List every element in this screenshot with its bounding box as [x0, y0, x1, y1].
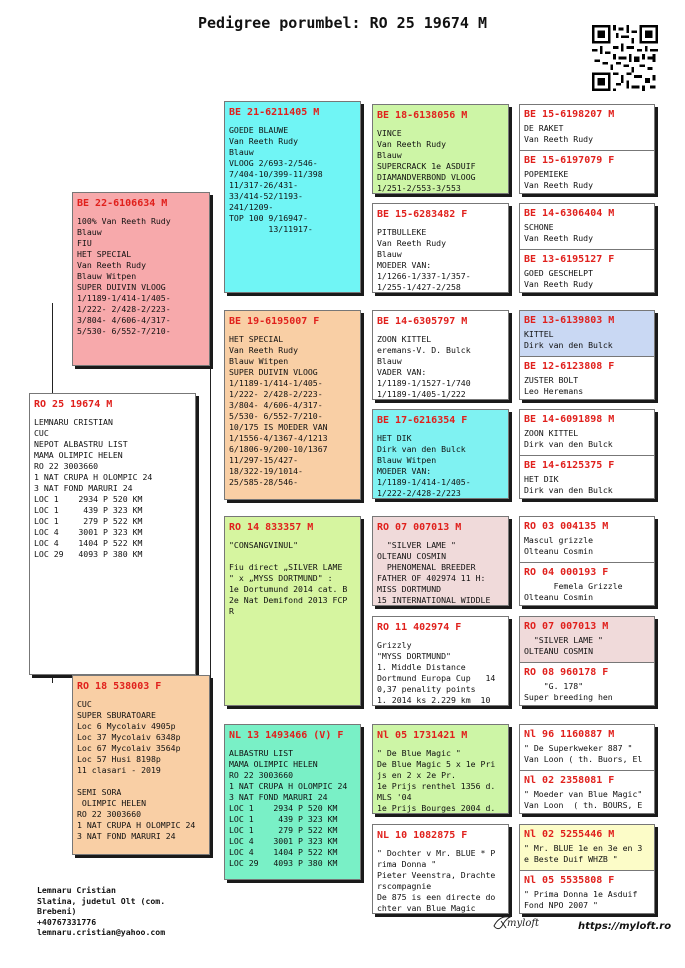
- sdd-card[interactable]: [372, 409, 509, 499]
- dam-ring: RO 18 538003 F: [77, 681, 162, 692]
- sire-dam-card[interactable]: [224, 310, 361, 500]
- gen4-details: GOED GESCHELPT Van Reeth Rudy: [524, 268, 594, 289]
- website-link[interactable]: https://myloft.ro: [578, 921, 672, 932]
- gen4-ring: Nl 05 5535808 F: [524, 875, 615, 886]
- gen4-ring: RO 03 004135 M: [524, 521, 609, 532]
- gen4-card[interactable]: [520, 250, 654, 293]
- gen4-card[interactable]: [520, 204, 654, 249]
- gen4-pair-8: [519, 824, 655, 914]
- dsd-card[interactable]: [372, 616, 509, 706]
- gen4-ring: BE 12-6123808 F: [524, 361, 615, 372]
- myloft-logo: myloft: [507, 918, 540, 929]
- gen4-ring: BE 13-6139803 M: [524, 315, 615, 326]
- gen4-ring: Nl 02 5255446 M: [524, 829, 615, 840]
- gen4-details: ZUSTER BOLT Leo Heremans: [524, 375, 584, 396]
- sire-sire-card[interactable]: [224, 101, 361, 293]
- dam-dam-details: ALBASTRU LIST MAMA OLIMPIC HELEN RO 22 3003660 1 NAT CRUPA H OLOMPIC 24 3 NAT FOND MARURI 24 LOC 1 2934 P 520 KM LOC 1 439 P 323 KM LOC 1 279 P 522 KM LOC 4 3001 P 323 KM LOC 4 1404 P 522 KM LOC 29 4093 P 380 KM: [229, 748, 348, 868]
- dam-dam-ring: NL 13 1493466 (V) F: [229, 730, 344, 741]
- gen4-pair-3: [519, 310, 655, 400]
- gen4-card[interactable]: [520, 771, 654, 814]
- dam-details: CUC SUPER SBURATOARE Loc 6 Mycolaiv 4905p Loc 37 Mycolaiv 6348p Loc 67 Mycolaiv 3564p Loc 57 Husi 8198p 11 clasari - 2019 SEMI SORA OLIMPIC HELEN RO 22 3003660 1 NAT CRUPA H OLOMPIC 24 3 NAT FOND MARURI 24: [77, 699, 196, 841]
- gen4-pair-1: [519, 104, 655, 194]
- gen4-card[interactable]: [520, 871, 654, 914]
- sire-ring: BE 22-6106634 M: [77, 198, 168, 209]
- gen4-details: DE RAKET Van Reeth Rudy: [524, 123, 594, 144]
- gen4-card[interactable]: [520, 311, 654, 356]
- sds-ring: BE 14-6305797 M: [377, 316, 468, 327]
- dam-sire-card[interactable]: [224, 516, 361, 706]
- sire-dam-ring: BE 19-6195007 F: [229, 316, 320, 327]
- gen4-details: Femela Grizzle Olteanu Cosmin: [524, 581, 623, 602]
- dds-ring: Nl 05 1731421 M: [377, 730, 468, 741]
- gen4-pair-2: [519, 203, 655, 293]
- gen4-details: " Prima Donna 1e Asduif Fond NPO 2007 ": [524, 889, 638, 910]
- gen4-ring: Nl 02 2358081 F: [524, 775, 615, 786]
- owner-contact: Lemnaru Cristian Slatina, judetul Olt (com. Brebeni) +40767331776 lemnaru.cristian@yahoo.com: [37, 885, 166, 937]
- ddd-ring: NL 10 1082875 F: [377, 830, 468, 841]
- gen4-ring: BE 15-6198207 M: [524, 109, 615, 120]
- gen4-details: " Moeder van Blue Magic" Van Loon ( th. BOURS, E: [524, 789, 643, 810]
- subject-ring: RO 25 19674 M: [34, 399, 113, 410]
- gen4-card[interactable]: [520, 517, 654, 562]
- connector-dam-grandparents: [210, 545, 223, 795]
- dam-sire-ring: RO 14 833357 M: [229, 522, 314, 533]
- ddd-details: " Dochter v Mr. BLUE * P rima Donna " Pieter Veenstra, Drachte rscompagnie De 875 is een directe do chter van Blue Magic: [377, 848, 496, 913]
- gen4-card[interactable]: [520, 105, 654, 150]
- sdd-ring: BE 17-6216354 F: [377, 415, 468, 426]
- dss-ring: RO 07 007013 M: [377, 522, 462, 533]
- ddd-card[interactable]: [372, 824, 509, 914]
- gen4-ring: Nl 96 1160887 M: [524, 729, 615, 740]
- sss-ring: BE 18-6138056 M: [377, 110, 468, 121]
- gen4-details: SCHONE Van Reeth Rudy: [524, 222, 594, 243]
- ssd-details: PITBULLEKE Van Reeth Rudy Blauw MOEDER VAN: 1/1266-1/337-1/357- 1/255-1/427-2/258: [377, 227, 471, 292]
- gen4-card[interactable]: [520, 725, 654, 770]
- sire-sire-ring: BE 21-6211405 M: [229, 107, 320, 118]
- ssd-card[interactable]: [372, 203, 509, 293]
- gen4-details: POPEMIEKE Van Reeth Rudy: [524, 169, 594, 190]
- gen4-ring: BE 14-6306404 M: [524, 208, 615, 219]
- gen4-card[interactable]: [520, 617, 654, 662]
- gen4-details: ZOON KITTEL Dirk van den Bulck: [524, 428, 613, 449]
- sds-card[interactable]: [372, 310, 509, 400]
- gen4-details: "SILVER LAME " OLTEANU COSMIN: [524, 635, 603, 656]
- gen4-ring: RO 08 960178 F: [524, 667, 609, 678]
- gen4-card[interactable]: [520, 151, 654, 194]
- gen4-details: HET DIK Dirk van den Bulck: [524, 474, 613, 495]
- gen4-card[interactable]: [520, 410, 654, 455]
- dam-dam-card[interactable]: [224, 724, 361, 880]
- gen4-card[interactable]: [520, 563, 654, 606]
- qr-code-icon: [592, 25, 658, 91]
- ssd-ring: BE 15-6283482 F: [377, 209, 468, 220]
- gen4-card[interactable]: [520, 456, 654, 499]
- subject-details: LEMNARU CRISTIAN CUC NEPOT ALBASTRU LIST MAMA OLIMPIC HELEN RO 22 3003660 1 NAT CRUPA H OLOMPIC 24 3 NAT FOND MARURI 24 LOC 1 2934 P 520 KM LOC 1 439 P 323 KM LOC 1 279 P 522 KM LOC 4 3001 P 323 KM LOC 4 1404 P 522 KM LOC 29 4093 P 380 KM: [34, 417, 153, 559]
- gen4-pair-6: [519, 616, 655, 706]
- gen4-ring: RO 07 007013 M: [524, 621, 609, 632]
- sire-details: 100% Van Reeth Rudy Blauw FIU HET SPECIAL Van Reeth Rudy Blauw Witpen SUPER DUIVIN VLOOG 1/1189-1/414-1/405- 1/222- 2/428-2/223- 3/804- 4/606-4/317- 5/530- 6/552-7/210-: [77, 216, 171, 336]
- gen4-ring: BE 15-6197079 F: [524, 155, 615, 166]
- dam-card[interactable]: [72, 675, 210, 855]
- sire-sire-details: GOEDE BLAUWE Van Reeth Rudy Blauw VLOOG 2/693-2/546- 7/404-10/399-11/398 11/317-26/431- 33/414-52/1193- 241/1209- TOP 100 9/16947- 13/11917-: [229, 125, 323, 234]
- gen4-details: " De Superkweker 887 " Van Loon ( th. Buors, El: [524, 743, 643, 764]
- gen4-pair-5: [519, 516, 655, 606]
- sss-details: VINCE Van Reeth Rudy Blauw SUPERCRACK 1e ASDUIF DIAMANDVERBOND VLOOG 1/251-2/553-3/553: [377, 128, 476, 193]
- sss-card[interactable]: [372, 104, 509, 194]
- subject-card[interactable]: [29, 393, 196, 675]
- gen4-pair-4: [519, 409, 655, 499]
- dss-card[interactable]: [372, 516, 509, 606]
- dds-details: " De Blue Magic " De Blue Magic 5 x 1e Pri js en 2 x 2e Pr. 1e Prijs renthel 1356 d. MLS '04 1e Prijs Bourges 2004 d.: [377, 748, 496, 813]
- page-title: Pedigree porumbel: RO 25 19674 M: [198, 14, 487, 32]
- dds-card[interactable]: [372, 724, 509, 814]
- gen4-card[interactable]: [520, 825, 654, 870]
- gen4-details: " Mr. BLUE 1e en 3e en 3 e Beste Duif WHZB ": [524, 843, 643, 864]
- sire-card[interactable]: [72, 192, 210, 366]
- sds-details: ZOON KITTEL eremans-V. D. Bulck Blauw VADER VAN: 1/1189-1/1527-1/740 1/1189-1/405-1/222: [377, 334, 471, 399]
- gen4-ring: BE 14-6091898 M: [524, 414, 615, 425]
- dss-details: "SILVER LAME " OLTEANU COSMIN PHENOMENAL BREEDER FATHER OF 402974 11 H: MISS DORTMUND 15 INTERNATIONAL WIDDLE: [377, 540, 491, 605]
- gen4-details: Mascul grizzle Olteanu Cosmin: [524, 535, 594, 556]
- dam-sire-details: "CONSANGVINUL" Fiu direct „SILVER LAME " x „MYSS DORTMUND" : 1e Dortumund 2014 cat. B 2e Nat Demifond 2013 FCP R: [229, 540, 348, 616]
- dsd-ring: RO 11 402974 F: [377, 622, 462, 633]
- sdd-details: HET DIK Dirk van den Bulck Blauw Witpen MOEDER VAN: 1/1189-1/414-1/405- 1/222-2/428-2/223: [377, 433, 471, 498]
- gen4-pair-7: [519, 724, 655, 814]
- gen4-details: "G. 178" Super breeding hen: [524, 681, 613, 702]
- gen4-details: KITTEL Dirk van den Bulck: [524, 329, 613, 350]
- sire-dam-details: HET SPECIAL Van Reeth Rudy Blauw Witpen SUPER DUIVIN VLOOG 1/1189-1/414-1/405- 1/222- 2/428-2/223- 3/804- 4/606-4/317- 5/530- 6/552-7/210- 10/175 IS MOEDER VAN 1/1556-4/1367-4/1213 6/1806-9/200-10/1367 11/297-15/427- 18/322-19/1014- 25/585-28/546-: [229, 334, 328, 487]
- dsd-details: Grizzly "MYSS DORTMUND" 1. Middle Distance Dortmund Europa Cup 14 0,37 penality points 1. 2014 ks 2.229 km 10: [377, 640, 496, 705]
- gen4-ring: RO 04 000193 F: [524, 567, 609, 578]
- gen4-card[interactable]: [520, 357, 654, 400]
- gen4-card[interactable]: [520, 663, 654, 706]
- gen4-ring: BE 14-6125375 F: [524, 460, 615, 471]
- gen4-ring: BE 13-6195127 F: [524, 254, 615, 265]
